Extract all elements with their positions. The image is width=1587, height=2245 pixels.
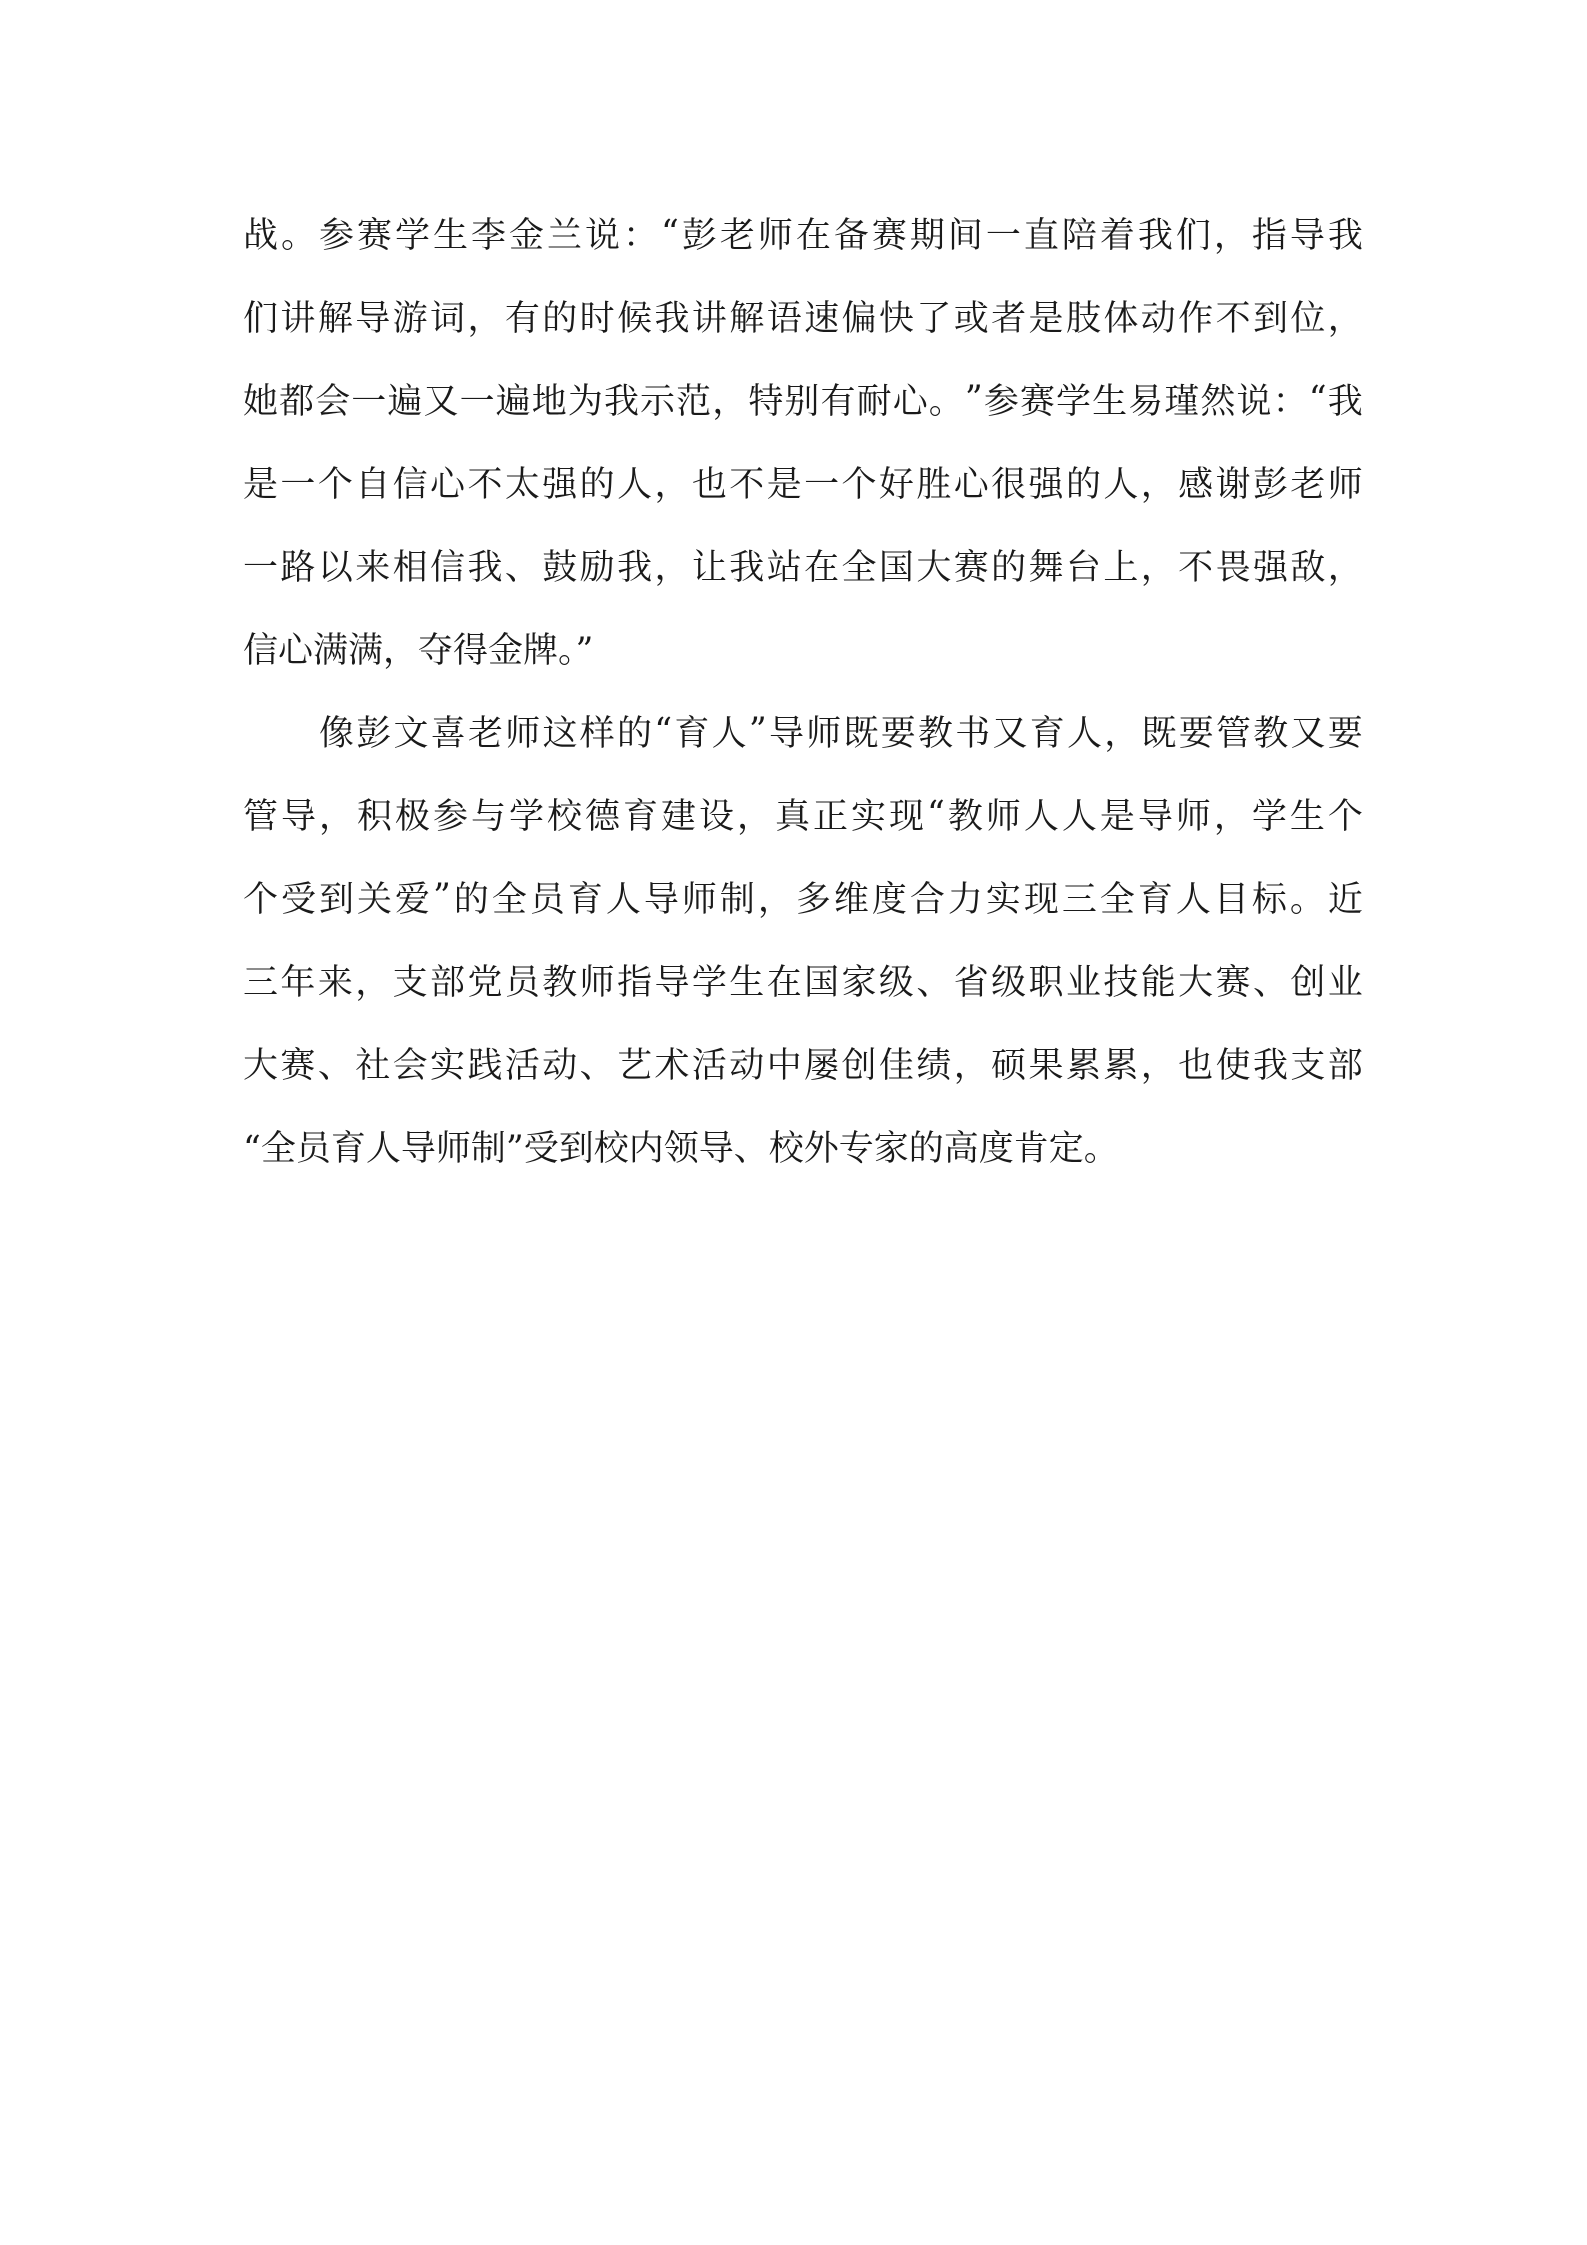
text-line: 一 路 以 来 相 信 我 、 鼓 励 我 ， 让 我 站 在 全 国 大 赛 的 舞 台 上 ， 不 畏 强 敌 ， xyxy=(243,548,1363,588)
body-text xyxy=(243,208,1363,1204)
text-line: 她 都 会 一 遍 又 一 遍 地 为 我 示 范 ， 特 别 有 耐 心 。 ” 参 赛 学 生 易 瑾 然 说 ： “ 我 xyxy=(243,379,1363,422)
text-line: 管 导 ， 积 极 参 与 学 校 德 育 建 设 ， 真 正 实 现 “ 教 师 人 人 是 导 师 ， 学 生 个 xyxy=(243,794,1363,837)
text-line: 个 受 到 关 爱 ” 的 全 员 育 人 导 师 制 ， 多 维 度 合 力 实 现 三 全 育 人 目 标 。 近 xyxy=(243,877,1363,920)
text-line: 们 讲 解 导 游 词 ， 有 的 时 候 我 讲 解 语 速 偏 快 了 或 者 是 肢 体 动 作 不 到 位 ， xyxy=(243,299,1363,339)
text-line: 信心满满，夺得金牌。” xyxy=(243,631,594,671)
text-line: 三 年 来 ， 支 部 党 员 教 师 指 导 学 生 在 国 家 级 、 省 级 职 业 技 能 大 赛 、 创 业 xyxy=(243,963,1363,1003)
paragraph-2 xyxy=(243,706,1363,1171)
text-line: 战 。 参 赛 学 生 李 金 兰 说 ： “ 彭 老 师 在 备 赛 期 间 一 直 陪 着 我 们 ， 指 导 我 xyxy=(243,213,1363,256)
paragraph-1 xyxy=(243,208,1363,673)
text-line: 大 赛 、 社 会 实 践 活 动 、 艺 术 活 动 中 屡 创 佳 绩 ， 硕 果 累 累 ， 也 使 我 支 部 xyxy=(243,1046,1363,1086)
text-line: 像 彭 文 喜 老 师 这 样 的 “ 育 人 ” 导 师 既 要 教 书 又 育 人 ， 既 要 管 教 又 要 xyxy=(319,711,1363,754)
text-line: “全员育人导师制”受到校内领导、校外专家的高度肯定。 xyxy=(243,1129,1119,1169)
text-line: 是 一 个 自 信 心 不 太 强 的 人 ， 也 不 是 一 个 好 胜 心 很 强 的 人 ， 感 谢 彭 老 师 xyxy=(243,465,1363,505)
